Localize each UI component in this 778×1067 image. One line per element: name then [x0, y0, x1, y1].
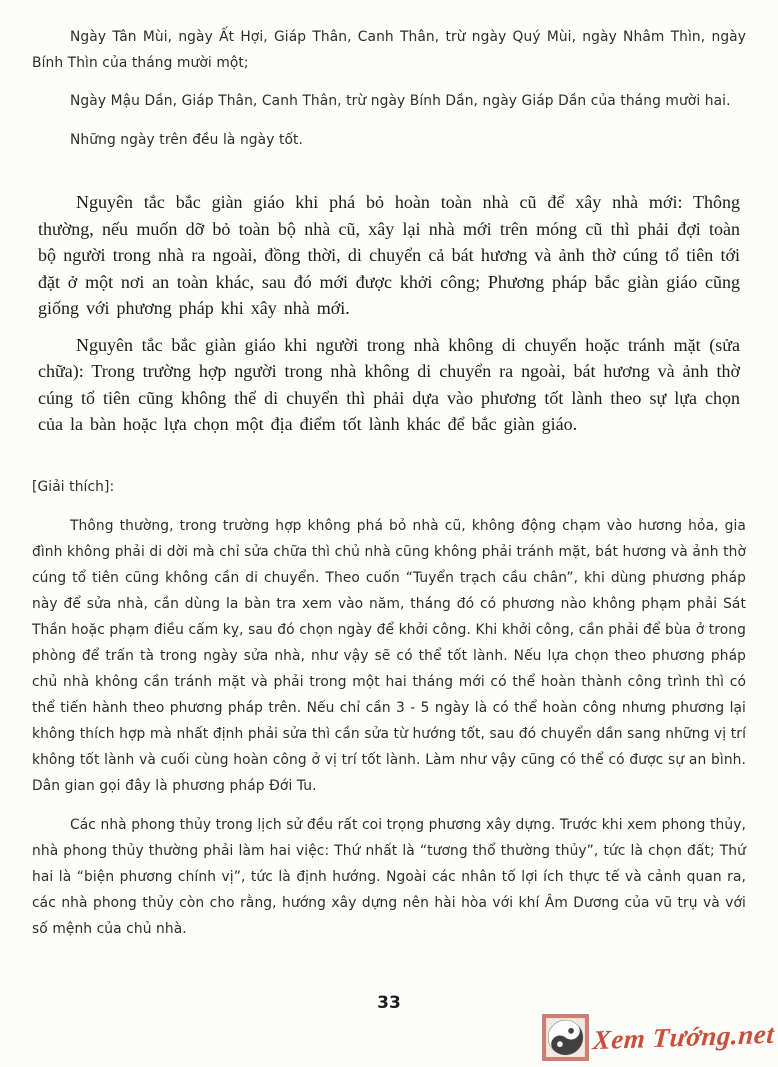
paragraph-explanation-detail: Thông thường, trong trường hợp không phá bỏ nhà cũ, không động chạm vào hương hỏa, gia đình không phải di dời mà chỉ sửa chữa thì chủ nhà cũng không phải tránh mặt, bát hương và ảnh thờ cúng tổ tiên cũng không cần di chuyển. Theo cuốn “Tuyển trạch cầu chân”, khi dùng phương pháp này để sửa nhà, cần dùng la bàn tra xem vào năm, tháng đó có phương nào không phạm phải Sát Thần hoặc phạm điều cấm kỵ, sau đó chọn ngày để khởi công. Khi khởi công, cần phải để bùa ở trong phòng để trấn tà trong ngày sửa nhà, như vậy sẽ có thể tốt lành. Nếu lựa chọn theo phương pháp chủ nhà không cần tránh mặt và phải trong một hai tháng mới có thể hoàn thành công trình thì có thể tiến hành theo phương pháp trên. Nếu chỉ cần 3 - 5 ngày là có thể hoàn công nhưng phương lại không thích hợp mà nhất định phải sửa thì cần sửa từ hướng tốt, sau đó chuyển dần sang những vị trí không tốt lành và cuối cùng hoàn công ở vị trí tốt lành. Làm như vậy cũng có thể có được sự an bình. Dân gian gọi đây là phương pháp Đới Tu. [32, 517, 746, 794]
paragraph-principle-repair: Nguyên tắc bắc giàn giáo khi người trong nhà không di chuyển hoặc tránh mặt (sửa chữa): Trong trường hợp người trong nhà không di chuyển ra ngoài, bát hương và ảnh thờ cúng tổ tiên cũng không thể di chuyển thì phải dựa vào phương tốt lành theo sự lựa chọn của la bàn hoặc lựa chọn một địa điểm tốt lành khác để bắc giàn giáo. [38, 334, 740, 434]
explanation-label: [Giải thích]: [32, 478, 115, 495]
page-content [32, 24, 746, 942]
watermark-site-name: Xem Tướng.net [591, 1018, 776, 1056]
page-number: 33 [377, 993, 401, 1013]
paragraph-fengshui-history: Các nhà phong thủy trong lịch sử đều rất coi trọng phương xây dựng. Trước khi xem phong thủy, nhà phong thủy thường phải làm hai việc: Thứ nhất là “tương thổ thường thủy”, tức là chọn đất; Thứ hai là “biện phương chính vị”, tức là định hướng. Ngoài các nhân tố lợi ích thực tế và cảnh quan ra, các nhà phong thủy còn cho rằng, hướng xây dựng nên hài hòa với khí Âm Dương của vũ trụ và với số mệnh của chủ nhà. [32, 816, 746, 937]
yin-yang-icon [542, 1014, 589, 1061]
paragraph-days-month-twelve: Ngày Mậu Dần, Giáp Thân, Canh Thân, trừ ngày Bính Dần, ngày Giáp Dần của tháng mười hai. [70, 93, 731, 109]
paragraph-good-days-note: Những ngày trên đều là ngày tốt. [70, 132, 304, 148]
paragraph-principle-rebuild: Nguyên tắc bắc giàn giáo khi phá bỏ hoàn toàn nhà cũ để xây nhà mới: Thông thường, nếu muốn dỡ bỏ toàn bộ nhà cũ, xây lại nhà mới trên móng cũ thì phải đợi toàn bộ người trong nhà ra ngoài, đồng thời, di chuyển cả bát hương và ảnh thờ cúng tổ tiên tới đặt ở một nơi an toàn khác, sau đó mới được khởi công; Phương pháp bắc giàn giáo cũng giống với phương pháp khi xây nhà mới. [38, 192, 740, 318]
xemtuong-watermark [542, 1014, 774, 1061]
paragraph-days-month-eleven: Ngày Tân Mùi, ngày Ất Hợi, Giáp Thân, Canh Thân, trừ ngày Quý Mùi, ngày Nhâm Thìn, ngày Bính Thìn của tháng mười một; [32, 29, 746, 71]
